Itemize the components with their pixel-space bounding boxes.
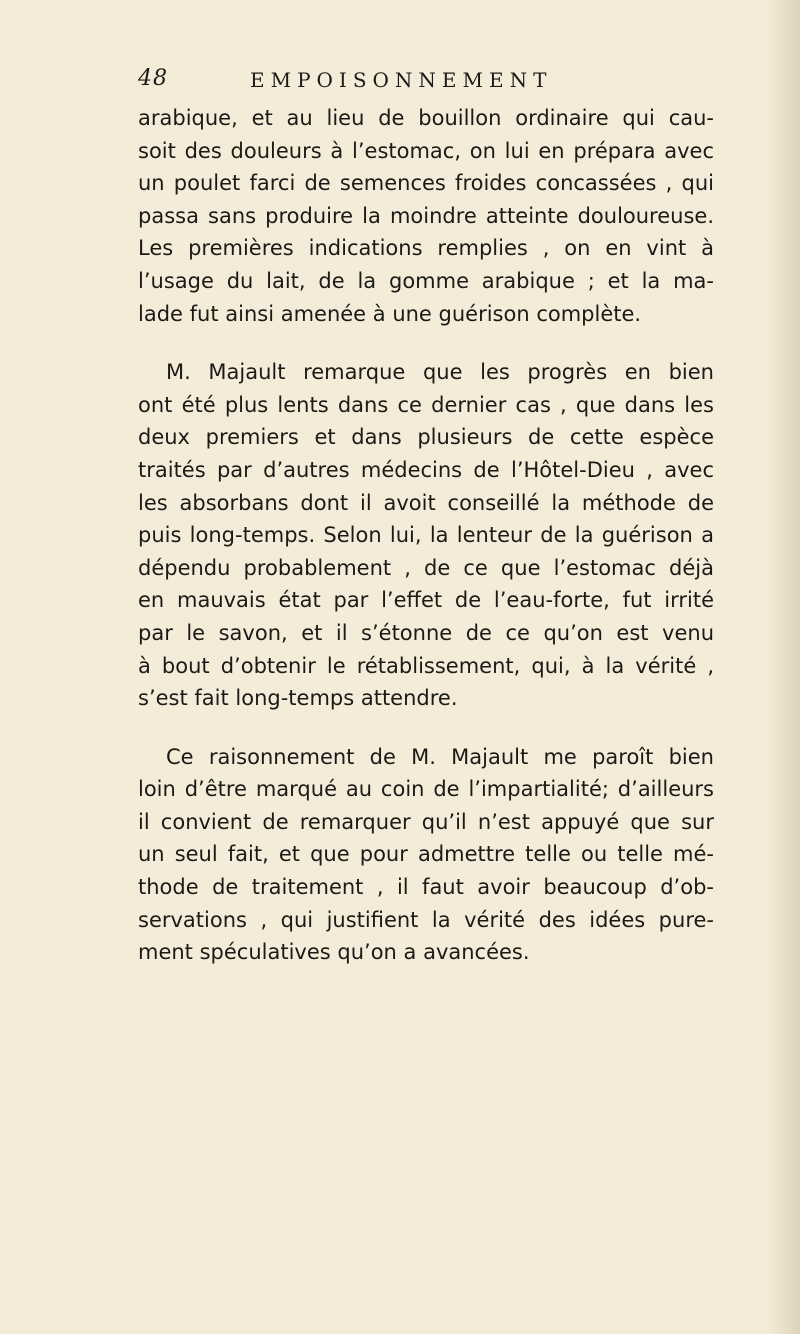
text-line: lade fut ainsi amenée à une guérison complète.: [138, 301, 642, 326]
running-title: EMPOISONNEMENT: [250, 68, 553, 92]
paragraph-2: [138, 356, 714, 715]
text-line: en mauvais état par l’effet de l’eau-forte, fut irrité: [138, 588, 714, 613]
text-line: l’usage du lait, de la gomme arabique ; et la ma-: [138, 268, 714, 293]
text-line: Ce raisonnement de M. Majault me paroît bien: [166, 744, 714, 769]
paragraph-3: [138, 741, 714, 969]
text-line: arabique, et au lieu de bouillon ordinaire qui cau-: [138, 106, 714, 130]
text-line: soit des douleurs à l’estomac, on lui en prépara avec: [138, 138, 714, 163]
text-line: traités par d’autres médecins de l’Hôtel-Dieu , avec: [138, 457, 714, 482]
text-line: s’est fait long-temps attendre.: [138, 686, 458, 711]
text-line: M. Majault remarque que les progrès en bien: [166, 360, 714, 385]
body-text: [138, 102, 714, 969]
text-line: dépendu probablement , de ce que l’estomac déjà: [138, 555, 714, 580]
text-line: servations , qui justifient la vérité des idées pure-: [138, 907, 714, 932]
text-line: deux premiers et dans plusieurs de cette espèce: [138, 425, 714, 450]
text-line: il convient de remarquer qu’il n’est appuyé que sur: [138, 809, 714, 834]
text-line: un seul fait, et que pour admettre telle ou telle mé-: [138, 842, 714, 867]
text-line: thode de traitement , il faut avoir beaucoup d’ob-: [138, 875, 714, 900]
text-line: les absorbans dont il avoit conseillé la méthode de: [138, 490, 714, 515]
text-line: Les premières indications remplies , on en vint à: [138, 236, 714, 261]
text-line: par le savon, et il s’étonne de ce qu’on est venu: [138, 620, 714, 645]
paragraph-1: [138, 102, 714, 330]
text-line: à bout d’obtenir le rétablissement, qui, à la vérité ,: [138, 653, 714, 678]
paragraph-gap: [138, 330, 714, 356]
text-line: un poulet farci de semences froides concassées , qui: [138, 171, 714, 196]
text-line: loin d’être marqué au coin de l’impartialité; d’ailleurs: [138, 777, 714, 802]
text-line: passa sans produire la moindre atteinte douloureuse.: [138, 203, 714, 228]
page-number: 48: [138, 66, 168, 91]
text-line: puis long-temps. Selon lui, la lenteur de la guérison a: [138, 523, 714, 548]
text-line: ment spéculatives qu’on a avancées.: [138, 940, 530, 965]
text-line: ont été plus lents dans ce dernier cas , que dans les: [138, 392, 714, 417]
paragraph-gap: [138, 715, 714, 741]
page-header: [138, 66, 718, 96]
